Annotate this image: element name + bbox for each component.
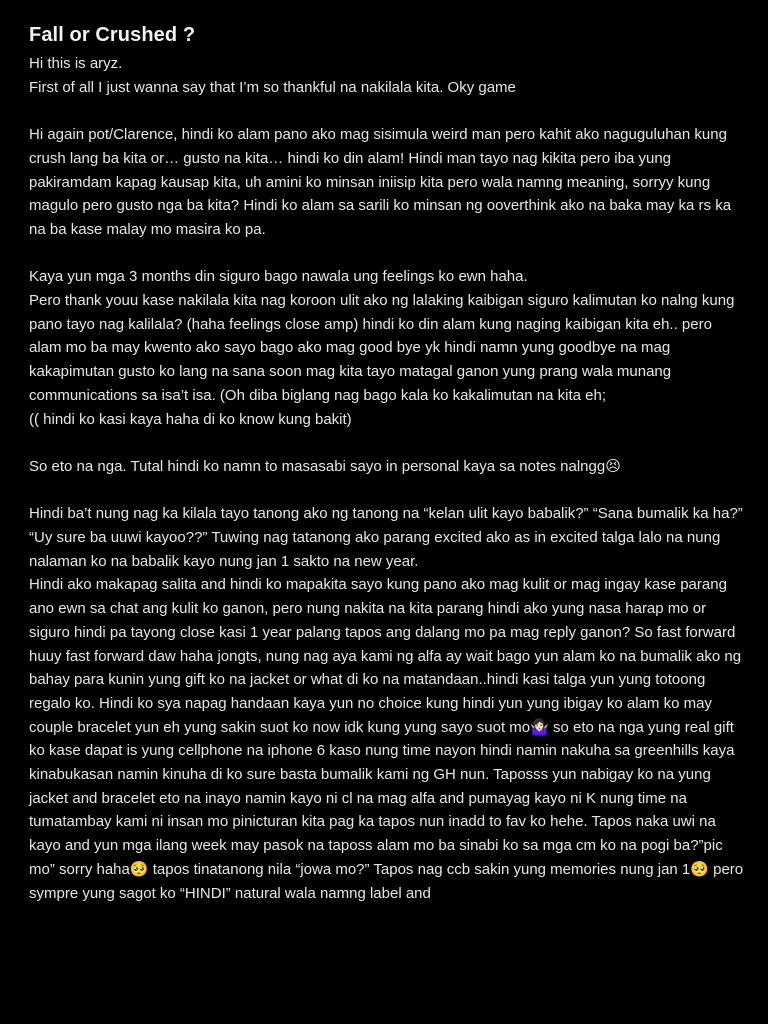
- note-paragraph: Hindi ako makapag salita and hindi ko mapakita sayo kung pano ako mag kulit or mag ingay kase parang ano ewn sa chat ang kulit ko ganon, pero nung nakita na kita parang hindi ako yung nasa harap mo or siguro hindi pa tayong close kasi 1 year palang tapos ang dalang mo pa mag reply ganon? So fast forward huuy fast forward daw haha jongts, nung nag aya kami ng alfa ay wait bago yun alam ko na bumalik ako ng bahay para kunin yung gift ko na jacket or what di ko na matandaan..hindi kasi talga yun yung totoong regalo ko. Hindi ko sya napag handaan kaya yun no choice kung hindi yun yung ibigay ko alam ko may couple bracelet yun eh yung sakin suot ko now idk kung yung sayo suot mo🤷🏻‍♀️ so eto na nga yung real gift ko kase dapat is yung cellphone na iphone 6 kaso nung time nayon hindi namin nakuha sa greenhills kaya kinabukasan namin kinuha di ko sure basta bumalik kami ng GH nun. Taposss yun nabigay ko na yung jacket and bracelet eto na inayo namin kayo ni cl na mag alfa and pumayag kayo ni K nung time na tumatambay kami ni insan mo pinicturan kita pag ka tapos nun inadd to fav ko hehe. Tapos naka uwi na kayo and yun mga ilang week may pasok na taposs alam mo ba sinabi ko sa mga cm ko na pogi ba?”pic mo” sorry haha🥺 tapos tinatanong nila “jowa mo?” Tapos nag ccb sakin yung memories nung jan 1🥺 pero sympre yung sagot ko “HINDI” natural wala namng label and: [29, 576, 744, 902]
- note-body[interactable]: [29, 52, 745, 905]
- note-line: (( hindi ko kasi kaya haha di ko know kung bakit): [29, 410, 352, 428]
- note-line: So eto na nga. Tutal hindi ko namn to masasabi sayo in personal kaya sa notes nalngg😣: [29, 457, 621, 475]
- blank-line: [29, 431, 745, 455]
- note-line: First of all I just wanna say that I’m so thankful na nakilala kita. Oky game: [29, 78, 516, 96]
- note-paragraph: Pero thank youu kase nakilala kita nag koroon ulit ako ng lalaking kaibigan siguro kalimutan ko nalng kung pano tayo nag kalilala? (haha feelings close amp) hindi ko din alam kung naging kaibigan kita eh.. pero alam mo ba may kwento ako sayo bago ako mag good bye yk hindi namn yung goodbye na mag kakapimutan gusto ko lang na sana soon mag kita tayo matagal ganon yung prang wala munang communications sa isa’t isa. (Oh diba biglang nag bago kala ko kakalimutan na kita eh;: [29, 292, 735, 404]
- note-paragraph: Hi again pot/Clarence, hindi ko alam pano ako mag sisimula weird man pero kahit ako naguguluhan kung crush lang ba kita or… gusto na kita… hindi ko din alam! Hindi man tayo nag kikita pero iba yung pakiramdam kapag kausap kita, uh amini ko minsan iniisip kita pero wala namng meaning, sorryy kung magulo pero gusto nga ba kita? Hindi ko alam sa sarili ko minsan ng ooverthink ako na baka may ka rs ka na ba kase malay mo masira ko pa.: [29, 126, 732, 238]
- note-line: Kaya yun mga 3 months din siguro bago nawala ung feelings ko ewn haha.: [29, 268, 528, 286]
- note-title: Fall or Crushed ?: [29, 24, 196, 46]
- note-content[interactable]: [29, 22, 745, 905]
- note-line: Hi this is aryz.: [29, 55, 123, 72]
- blank-line: [29, 99, 745, 123]
- blank-line: [29, 242, 745, 266]
- note-paragraph: Hindi ba’t nung nag ka kilala tayo tanong ako ng tanong na “kelan ulit kayo babalik?” “Sana bumalik ka ha?” “Uy sure ba uuwi kayoo??” Tuwing nag tatanong ako parang excited ako as in excited talga lalo na nung nalaman ko na babalik kayo nung jan 1 sakto na new year.: [29, 505, 743, 570]
- blank-line: [29, 479, 745, 503]
